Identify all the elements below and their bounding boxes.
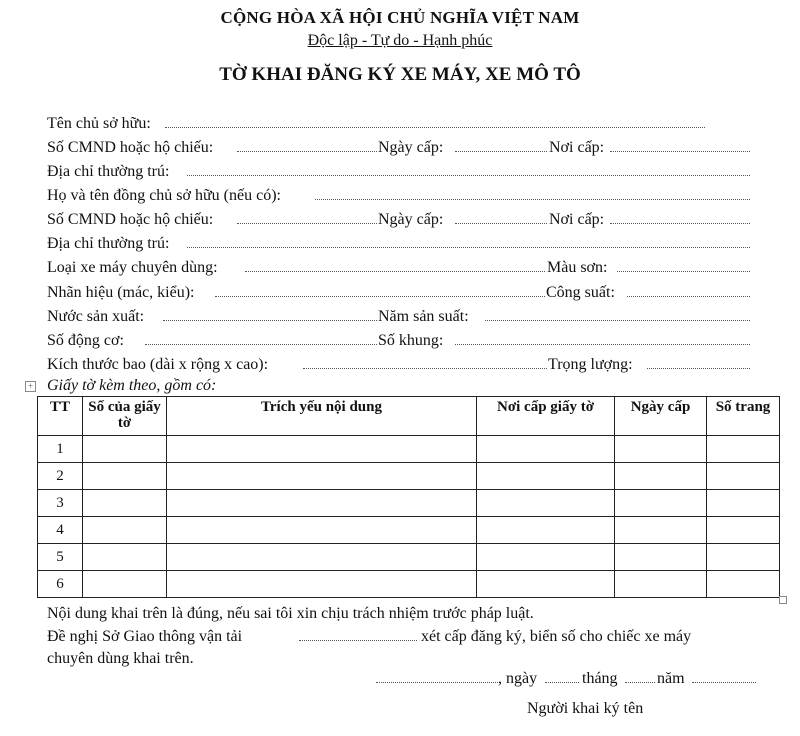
table-cell[interactable] [167, 490, 477, 517]
table-cell[interactable] [707, 463, 780, 490]
vehicle-type-row [47, 258, 767, 278]
department-field[interactable] [299, 640, 417, 641]
issue-date-label: Ngày cấp: [378, 139, 444, 156]
co-issue-date-label: Ngày cấp: [378, 211, 444, 228]
table-cell[interactable] [83, 463, 167, 490]
table-cell[interactable] [477, 571, 615, 598]
id-number-label: Số CMND hoặc hộ chiếu: [47, 139, 214, 156]
table-row [38, 463, 780, 490]
table-row [38, 517, 780, 544]
table-row [38, 544, 780, 571]
table-resize-handle[interactable] [779, 596, 787, 604]
co-id-number-field[interactable] [237, 223, 377, 224]
col-issuer: Nơi cấp giấy tờ [477, 397, 615, 436]
dimensions-label: Kích thước bao (dài x rộng x cao): [47, 356, 269, 373]
row-number: 5 [38, 544, 83, 571]
table-cell[interactable] [167, 517, 477, 544]
table-cell[interactable] [83, 490, 167, 517]
year-label: Năm sản suất: [378, 308, 469, 325]
co-issue-place-field[interactable] [610, 223, 750, 224]
vehicle-type-label: Loại xe máy chuyên dùng: [47, 259, 218, 276]
dimensions-row [47, 355, 767, 375]
date-line [376, 669, 756, 689]
table-cell[interactable] [707, 490, 780, 517]
table-cell[interactable] [615, 571, 707, 598]
origin-field[interactable] [163, 320, 377, 321]
brand-label: Nhãn hiệu (mác, kiểu): [47, 284, 195, 301]
declaration-request-end: xét cấp đăng ký, biển số cho chiếc xe máy [421, 628, 692, 645]
table-row [38, 490, 780, 517]
table-cell[interactable] [477, 490, 615, 517]
origin-row [47, 307, 767, 327]
signer-label: Người khai ký tên [527, 700, 644, 717]
table-cell[interactable] [83, 436, 167, 463]
origin-label: Nước sản xuất: [47, 308, 145, 325]
table-cell[interactable] [167, 544, 477, 571]
owner-name-row [47, 114, 767, 134]
table-cell[interactable] [707, 436, 780, 463]
co-issue-date-field[interactable] [455, 223, 547, 224]
address-row [47, 162, 767, 182]
table-cell[interactable] [615, 517, 707, 544]
declaration-line-2 [47, 627, 767, 647]
table-cell[interactable] [615, 544, 707, 571]
date-month-label: tháng [582, 670, 618, 687]
address-label: Địa chỉ thường trú: [47, 163, 170, 180]
owner-name-label: Tên chủ sở hữu: [47, 115, 151, 132]
table-cell[interactable] [477, 463, 615, 490]
declaration-line-3: chuyên dùng khai trên. [47, 650, 194, 667]
co-id-number-label: Số CMND hoặc hộ chiếu: [47, 211, 214, 228]
table-cell[interactable] [615, 463, 707, 490]
col-doc-no: Số của giấy tờ [83, 397, 167, 436]
attachments-heading: Giấy tờ kèm theo, gồm có: [47, 377, 217, 394]
paint-color-label: Màu sơn: [547, 259, 608, 276]
declaration-line-1: Nội dung khai trên là đúng, nếu sai tôi xin chịu trách nhiệm trước pháp luật. [47, 605, 534, 622]
row-number: 2 [38, 463, 83, 490]
co-owner-field[interactable] [315, 199, 750, 200]
col-tt: TT [38, 397, 83, 436]
row-number: 6 [38, 571, 83, 598]
row-number: 3 [38, 490, 83, 517]
day-field[interactable] [545, 682, 579, 683]
frame-no-label: Số khung: [378, 332, 444, 349]
power-label: Công suất: [546, 284, 615, 301]
id-row [47, 138, 767, 158]
year-field[interactable] [485, 320, 750, 321]
table-cell[interactable] [83, 517, 167, 544]
id-number-field[interactable] [237, 151, 377, 152]
table-cell[interactable] [707, 517, 780, 544]
table-cell[interactable] [167, 571, 477, 598]
table-row [38, 436, 780, 463]
attachments-table [37, 396, 780, 598]
form-title: TỜ KHAI ĐĂNG KÝ XE MÁY, XE MÔ TÔ [219, 64, 581, 85]
issue-place-field[interactable] [610, 151, 750, 152]
co-owner-row [47, 186, 767, 206]
place-field[interactable] [376, 682, 498, 683]
table-cell[interactable] [83, 571, 167, 598]
issue-date-field[interactable] [455, 151, 547, 152]
brand-row [47, 283, 767, 303]
weight-field[interactable] [647, 368, 750, 369]
table-row [38, 571, 780, 598]
table-cell[interactable] [615, 490, 707, 517]
owner-name-field[interactable] [165, 127, 705, 128]
col-date: Ngày cấp [615, 397, 707, 436]
table-header-row [38, 397, 780, 436]
table-cell[interactable] [167, 436, 477, 463]
vehicle-type-field[interactable] [245, 271, 545, 272]
table-cell[interactable] [477, 544, 615, 571]
weight-label: Trọng lượng: [548, 356, 633, 373]
table-cell[interactable] [477, 436, 615, 463]
table-cell[interactable] [707, 544, 780, 571]
engine-row [47, 331, 767, 351]
co-issue-place-label: Nơi cấp: [549, 211, 605, 228]
address-field[interactable] [187, 175, 750, 176]
col-summary: Trích yếu nội dung [167, 397, 477, 436]
engine-no-field[interactable] [145, 344, 377, 345]
paint-color-field[interactable] [617, 271, 750, 272]
table-cell[interactable] [167, 463, 477, 490]
date-year-label: năm [657, 670, 685, 687]
engine-no-label: Số động cơ: [47, 332, 124, 349]
table-cell[interactable] [615, 436, 707, 463]
motto: Độc lập - Tự do - Hạnh phúc [307, 32, 493, 49]
col-pages: Số trang [707, 397, 780, 436]
frame-no-field[interactable] [455, 344, 750, 345]
month-field[interactable] [625, 682, 655, 683]
co-address-field[interactable] [187, 247, 750, 248]
power-field[interactable] [627, 296, 750, 297]
table-cell[interactable] [83, 544, 167, 571]
date-day-label: , ngày [498, 670, 538, 687]
declaration-request: Đề nghị Sở Giao thông vận tải [47, 628, 243, 645]
table-move-handle[interactable]: + [25, 381, 36, 392]
co-address-row [47, 234, 767, 254]
country-heading: CỘNG HÒA XÃ HỘI CHỦ NGHĨA VIỆT NAM [220, 8, 580, 27]
dimensions-field[interactable] [303, 368, 547, 369]
table-cell[interactable] [477, 517, 615, 544]
co-owner-label: Họ và tên đồng chủ sở hữu (nếu có): [47, 187, 281, 204]
row-number: 1 [38, 436, 83, 463]
row-number: 4 [38, 517, 83, 544]
table-cell[interactable] [707, 571, 780, 598]
co-address-label: Địa chỉ thường trú: [47, 235, 170, 252]
co-id-row [47, 210, 767, 230]
issue-place-label: Nơi cấp: [549, 139, 605, 156]
year-sign-field[interactable] [692, 682, 756, 683]
brand-field[interactable] [215, 296, 545, 297]
